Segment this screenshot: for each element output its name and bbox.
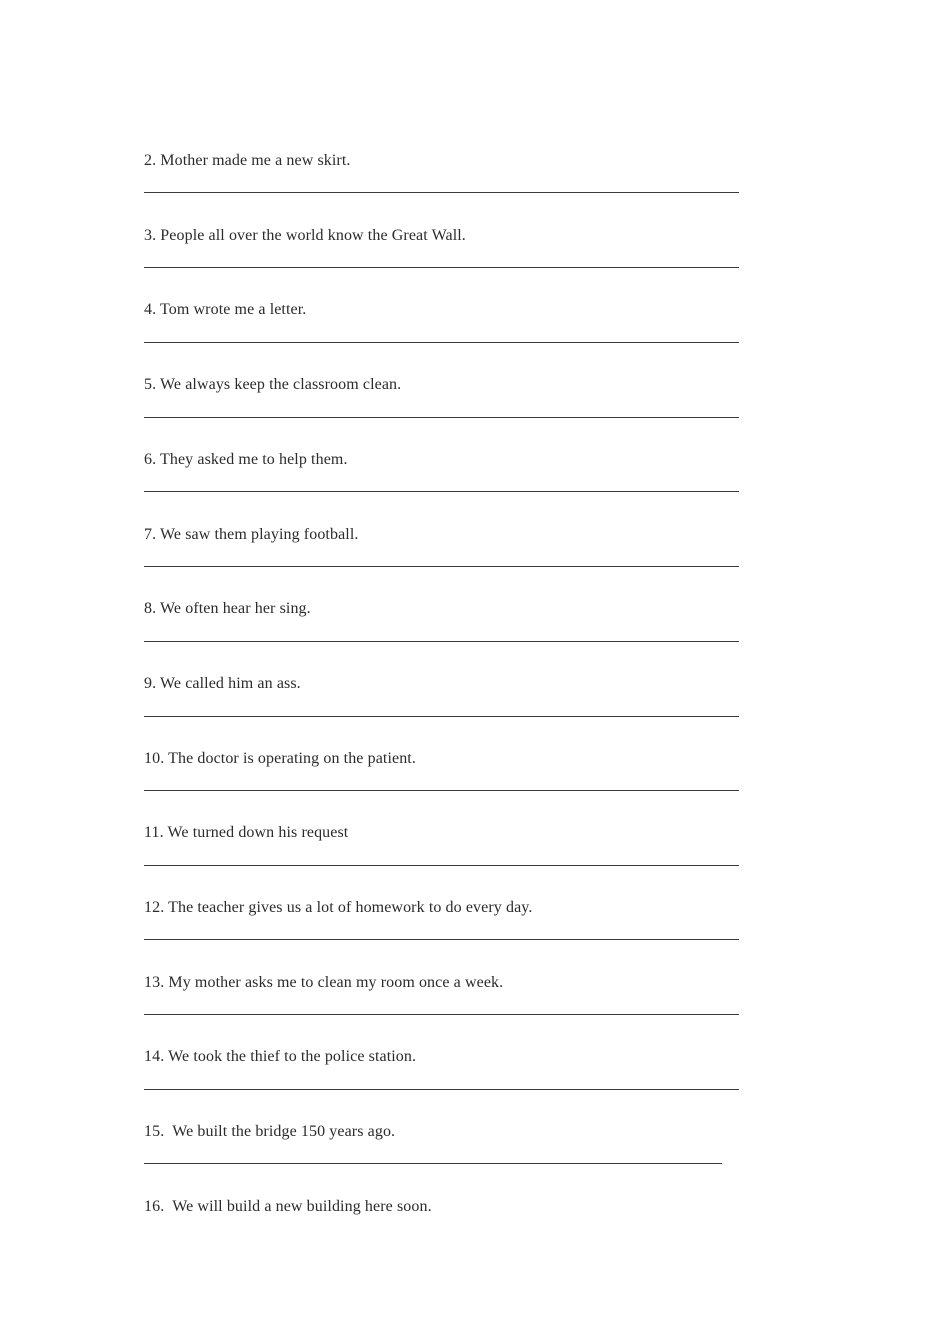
question-text: 4. Tom wrote me a letter. (144, 301, 307, 318)
question-item-6 (144, 450, 744, 470)
question-text: 14. We took the thief to the police station. (144, 1048, 417, 1065)
question-item-10 (144, 749, 744, 769)
question-text: 11. We turned down his request (144, 824, 349, 841)
answer-line[interactable] (144, 417, 739, 418)
answer-line[interactable] (144, 192, 739, 193)
question-text: 5. We always keep the classroom clean. (144, 376, 402, 393)
question-item-11 (144, 823, 744, 843)
question-text: 9. We called him an ass. (144, 675, 301, 692)
question-item-2 (144, 151, 744, 171)
question-item-8 (144, 599, 744, 619)
question-text: 8. We often hear her sing. (144, 600, 311, 617)
question-item-3 (144, 226, 744, 246)
question-text: 2. Mother made me a new skirt. (144, 152, 351, 169)
answer-line[interactable] (144, 1014, 739, 1015)
answer-line[interactable] (144, 1089, 739, 1090)
question-text: 13. My mother asks me to clean my room once a week. (144, 974, 504, 991)
answer-line[interactable] (144, 342, 739, 343)
question-item-16 (144, 1197, 744, 1217)
question-text: 3. People all over the world know the Great Wall. (144, 227, 466, 244)
question-item-7 (144, 525, 744, 545)
question-item-12 (144, 898, 744, 918)
question-item-5 (144, 375, 744, 395)
question-item-14 (144, 1047, 744, 1067)
answer-line[interactable] (144, 267, 739, 268)
question-item-4 (144, 300, 744, 320)
question-text: 6. They asked me to help them. (144, 451, 348, 468)
answer-line[interactable] (144, 790, 739, 791)
question-item-15 (144, 1122, 744, 1142)
answer-line[interactable] (144, 939, 739, 940)
answer-line[interactable] (144, 641, 739, 642)
answer-line[interactable] (144, 865, 739, 866)
answer-line[interactable] (144, 566, 739, 567)
question-text: 16. We will build a new building here soon. (144, 1198, 432, 1215)
answer-line[interactable] (144, 716, 739, 717)
answer-line[interactable] (144, 491, 739, 492)
question-text: 10. The doctor is operating on the patient. (144, 750, 416, 767)
question-text: 12. The teacher gives us a lot of homework to do every day. (144, 899, 533, 916)
question-item-13 (144, 973, 744, 993)
question-text: 7. We saw them playing football. (144, 526, 359, 543)
answer-line[interactable] (144, 1163, 722, 1164)
question-item-9 (144, 674, 744, 694)
question-text: 15. We built the bridge 150 years ago. (144, 1123, 396, 1140)
